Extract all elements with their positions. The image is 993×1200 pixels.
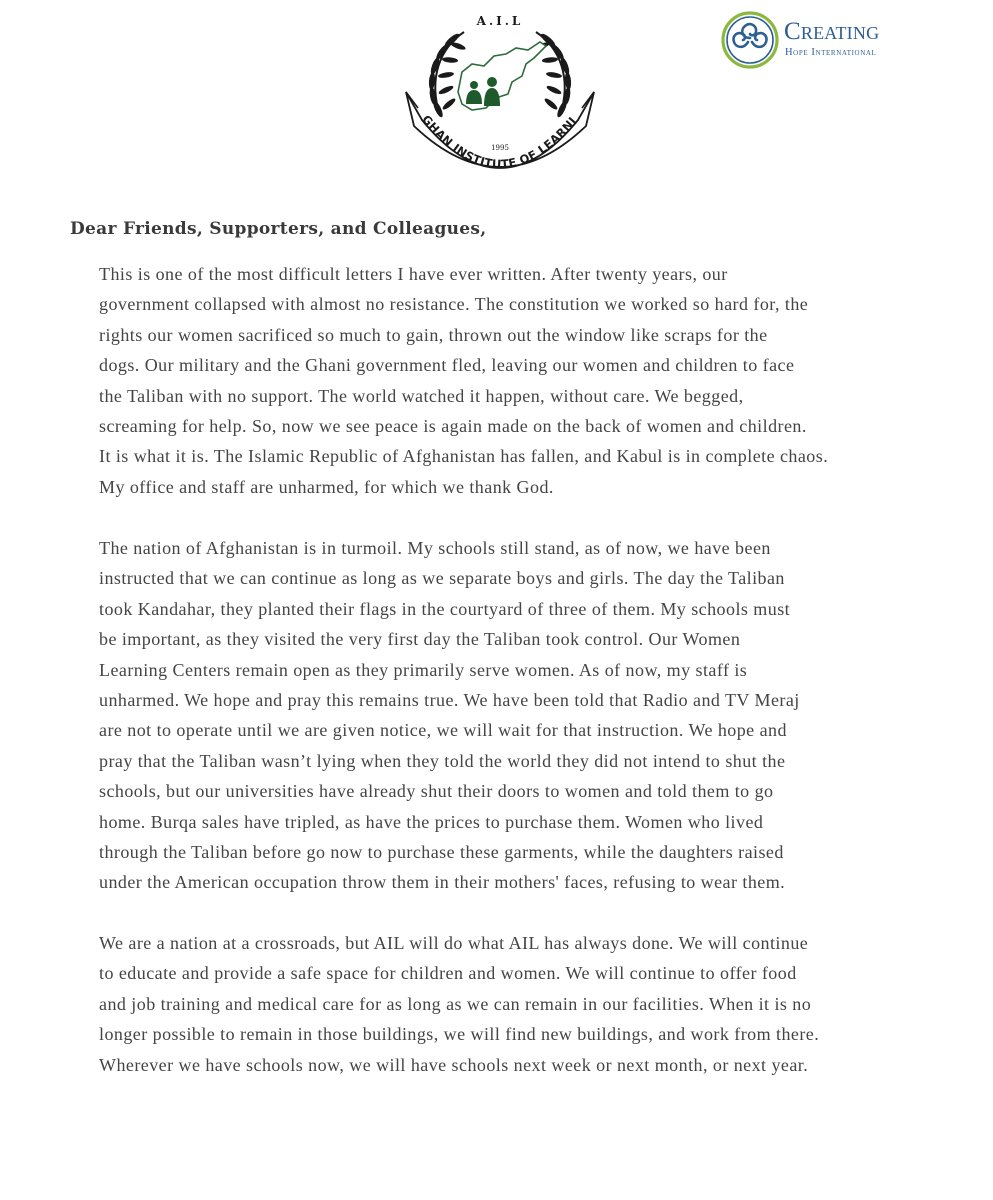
- text-line: and job training and medical care for as long as we can remain in our facilities. When it is no: [99, 993, 812, 1014]
- text-line: home. Burqa sales have tripled, as have the prices to purchase them. Women who lived: [99, 811, 764, 832]
- ail-year: 1995: [491, 144, 509, 152]
- text-line: Wherever we have schools now, we will have schools next week or next month, or next year.: [99, 1054, 809, 1075]
- text-line: Learning Centers remain open as they primarily serve women. As of now, my staff is: [99, 659, 748, 680]
- letter-paragraph-1: [99, 259, 909, 502]
- text-line: dogs. Our military and the Ghani government fled, leaving our women and children to face: [99, 355, 795, 376]
- paragraph-text: [99, 928, 909, 1080]
- text-line: longer possible to remain in those buildings, we will find new buildings, and work from there.: [99, 1024, 820, 1045]
- text-line: This is one of the most difficult letters I have ever written. After twenty years, our: [99, 264, 728, 284]
- ail-logo: [400, 8, 600, 186]
- letter-salutation: Dear Friends, Supporters, and Colleagues,: [70, 219, 487, 239]
- text-line: under the American occupation throw them in their mothers' faces, refusing to wear them.: [99, 872, 786, 893]
- text-line: through the Taliban before go now to purchase these garments, while the daughters raised: [99, 842, 784, 863]
- text-line: unharmed. We hope and pray this remains true. We have been told that Radio and TV Meraj: [99, 690, 800, 711]
- text-line: The nation of Afghanistan is in turmoil. My schools still stand, as of now, we have been: [99, 538, 771, 558]
- text-line: are not to operate until we are given notice, we will wait for that instruction. We hope and: [99, 720, 787, 741]
- ail-top-text: A.I.L: [476, 14, 524, 28]
- paragraph-text: [99, 533, 909, 898]
- text-line: government collapsed with almost no resistance. The constitution we worked so hard for, the: [99, 294, 809, 315]
- letter-paragraph-3: [99, 928, 909, 1080]
- creating-hope-brand-main: Creating: [784, 18, 880, 45]
- text-line: schools, but our universities have already shut their doors to women and told them to go: [99, 781, 774, 802]
- text-line: to educate and provide a safe space for children and women. We will continue to offer food: [99, 963, 797, 984]
- text-line: took Kandahar, they planted their flags in the courtyard of three of them. My schools must: [99, 598, 791, 619]
- text-line: instructed that we can continue as long as we separate boys and girls. The day the Taliban: [99, 568, 785, 589]
- triskele-icon: [720, 10, 780, 70]
- text-line: the Taliban with no support. The world watched it happen, without care. We begged,: [99, 385, 744, 406]
- ail-ribbon-text: GHAN INSTITUTE OF LEARNI: [419, 112, 580, 172]
- creating-hope-brand-sub: Hope International: [785, 47, 877, 58]
- letter-paragraph-2: [99, 533, 909, 898]
- text-line: rights our women sacrificed so much to gain, thrown out the window like scraps for the: [99, 324, 768, 345]
- text-line: My office and staff are unharmed, for which we thank God.: [99, 476, 554, 497]
- paragraph-text: [99, 259, 909, 502]
- text-line: pray that the Taliban wasn’t lying when they told the world they did not intend to shut the: [99, 750, 786, 771]
- text-line: screaming for help. So, now we see peace is again made on the back of women and children.: [99, 416, 807, 437]
- text-line: It is what it is. The Islamic Republic of Afghanistan has fallen, and Kabul is in complete chaos.: [99, 446, 829, 467]
- text-line: We are a nation at a crossroads, but AIL will do what AIL has always done. We will continue: [99, 933, 809, 953]
- creating-hope-logo: [718, 8, 898, 72]
- text-line: be important, as they visited the very first day the Taliban took control. Our Women: [99, 629, 741, 650]
- ail-emblem-graphic: [400, 8, 600, 186]
